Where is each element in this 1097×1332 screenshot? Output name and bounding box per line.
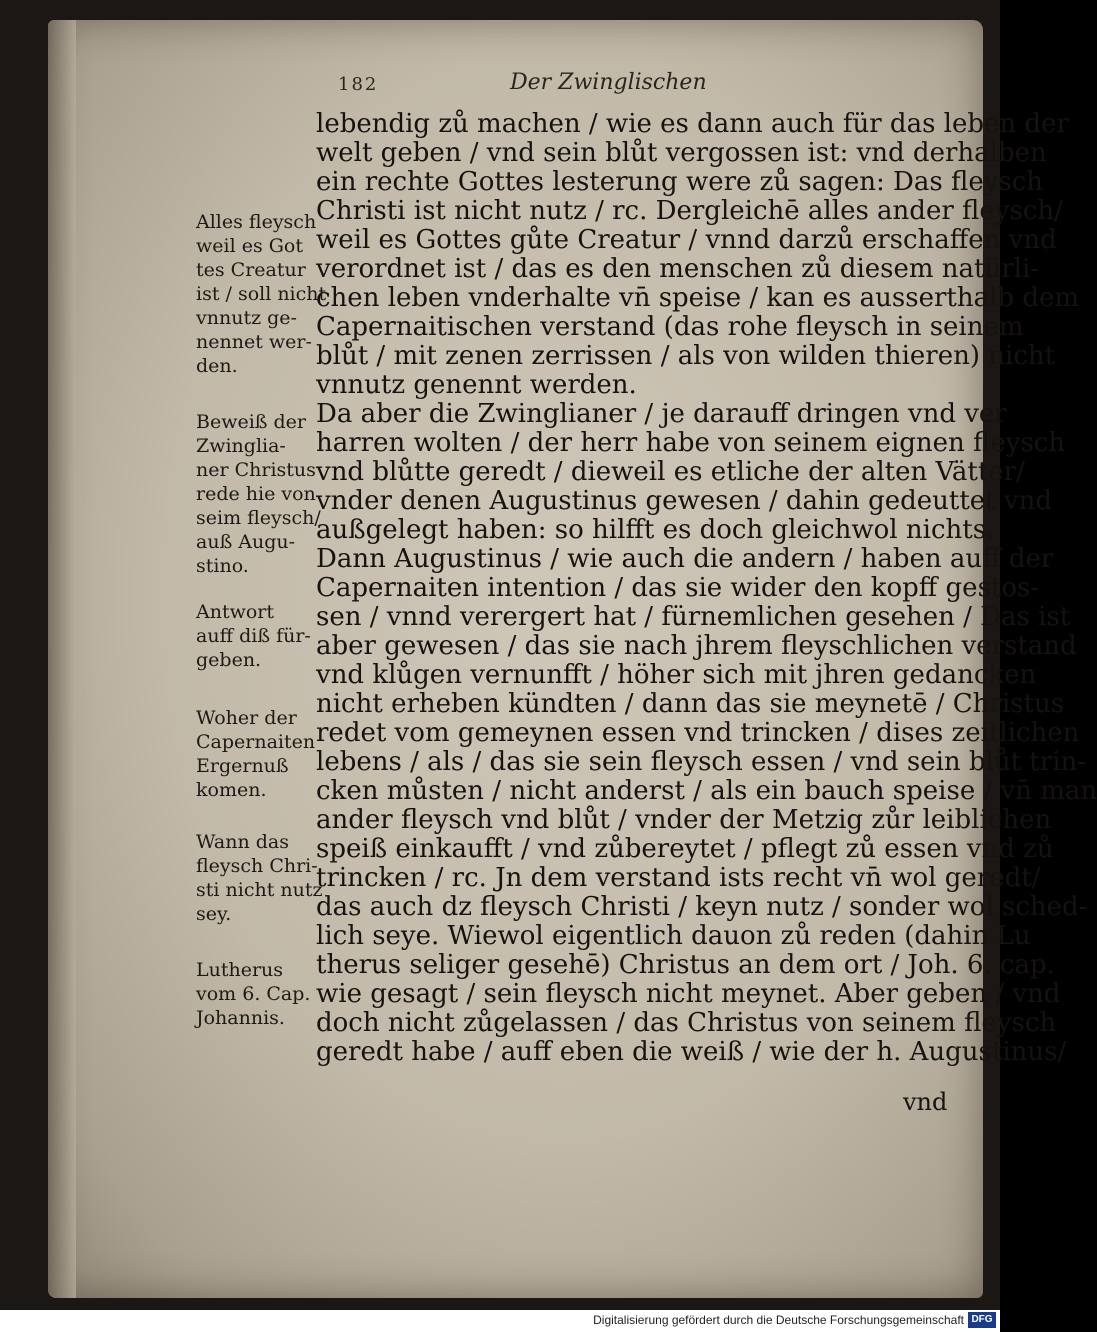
margin-note-line: Alles fleysch (196, 211, 317, 233)
margin-note-line: sti nicht nutz (196, 879, 323, 901)
margin-note-line: auß Augu- (196, 531, 296, 553)
text-line: Capernaitischen verstand (das rohe fleysch in seinem (316, 312, 1024, 342)
running-title: Der Zwinglischen (510, 70, 707, 95)
margin-note-line: den. (196, 355, 238, 377)
text-line: vnder denen Augustinus gewesen / dahin gedeuttet vnd (316, 486, 1052, 516)
margin-note (196, 830, 326, 926)
margin-note-line: vnnutz ge- (196, 307, 297, 329)
margin-note-line: auff diß für- (196, 625, 311, 647)
text-line: cken můsten / nicht anderst / als ein bauch speise / vn̄ man (316, 776, 1097, 806)
text-line: Da aber die Zwinglianer / je darauff dringen vnd ver (316, 399, 1007, 429)
margin-note-line: komen. (196, 779, 267, 801)
margin-note-line: Lutherus (196, 959, 284, 981)
text-line: vnd blůtte geredt / dieweil es etliche der alten Vätter/ (316, 457, 1025, 487)
text-line: sen / vnnd verergert hat / fürnemlichen gesehen / Das ist (316, 602, 1071, 632)
margin-note-line: seim fleysch/ (196, 507, 321, 529)
text-line: lebendig zů machen / wie es dann auch für das leben der (316, 109, 1069, 139)
margin-note-line: Woher der (196, 707, 297, 729)
text-line: blůt / mit zenen zerrissen / als von wilden thieren) nicht (316, 341, 1056, 371)
margin-note-line: Beweiß der (196, 411, 307, 433)
text-line: lich seye. Wiewol eigentlich dauon zů reden (dahin Lu (316, 921, 1031, 951)
margin-note-line: Ergernuß (196, 755, 289, 777)
margin-note-line: Wann das (196, 831, 289, 853)
margin-note-line: Capernaiten (196, 731, 316, 753)
text-line: speiß einkaufft / vnd zůbereytet / pflegt zů essen vnd zů (316, 834, 1054, 864)
text-line: ander fleysch vnd blůt / vnder der Metzig zůr leiblichen (316, 805, 1052, 835)
margin-note (196, 706, 326, 802)
footer-bar (0, 1310, 1000, 1332)
page-gutter-shadow (48, 20, 76, 1298)
text-line: Dann Augustinus / wie auch die andern / haben auff der (316, 544, 1054, 574)
text-line: lebens / als / das sie sein fleysch essen / vnd sein blůt trin- (316, 747, 1087, 777)
dfg-logo-icon: DFG (968, 1312, 996, 1328)
text-line: geredt habe / auff eben die weiß / wie der h. Augustinus/ (316, 1037, 1067, 1067)
text-line: vnnutz genennt werden. (316, 370, 637, 400)
margin-note (196, 600, 326, 672)
margin-note-line: geben. (196, 649, 262, 671)
text-line: außgelegt haben: so hilfft es doch gleichwol nichts. (316, 515, 995, 545)
text-line: redet vom gemeynen essen vnd trincken / dises zeitlichen (316, 718, 1080, 748)
margin-note-line: Zwinglia- (196, 435, 286, 457)
text-line: welt geben / vnd sein blůt vergossen ist: vnd derhalben (316, 138, 1047, 168)
main-text-block (316, 109, 1097, 1067)
text-line: aber gewesen / das sie nach jhrem fleyschlichen verstand (316, 631, 1077, 661)
margin-note-line: weil es Got (196, 235, 303, 257)
margin-note-line: ner Christus (196, 459, 316, 481)
text-line: doch nicht zůgelassen / das Christus von seinem fleysch (316, 1008, 1057, 1038)
text-line: chen leben vnderhalte vn̄ speise / kan es ausserthalb dem (316, 283, 1080, 313)
page-number: 182 (338, 74, 379, 95)
page-header (0, 70, 1000, 104)
text-line: therus seliger gesehē) Christus an dem ort / Joh. 6. cap. (316, 950, 1055, 980)
text-line: nicht erheben kündten / dann das sie meynetē / Christus (316, 689, 1065, 719)
margin-note-line: Antwort (196, 601, 275, 623)
text-line: weil es Gottes gůte Creatur / vnnd darzů erschaffen vnd (316, 225, 1057, 255)
margin-note-line: nennet wer- (196, 331, 312, 353)
text-line: ein rechte Gottes lesterung were zů sagen: Das fleysch (316, 167, 1044, 197)
text-line: trincken / rc. Jn dem verstand ists recht vn̄ wol geredt/ (316, 863, 1041, 893)
margin-note (196, 958, 326, 1030)
text-line: vnd klůgen vernunfft / höher sich mit jhren gedancken (316, 660, 1037, 690)
text-line: verordnet ist / das es den menschen zů diesem natürli- (316, 254, 1040, 284)
margin-note-line: vom 6. Cap. (196, 983, 311, 1005)
margin-note (196, 210, 326, 378)
margin-note-line: rede hie von (196, 483, 316, 505)
catchword: vnd (903, 1088, 948, 1116)
margin-note-line: ist / soll nicht (196, 283, 327, 305)
margin-note-line: stino. (196, 555, 249, 577)
margin-note-line: fleysch Chri- (196, 855, 318, 877)
margin-note-line: sey. (196, 903, 232, 925)
margin-note-line: Johannis. (196, 1007, 285, 1029)
text-line: Christi ist nicht nutz / rc. Dergleichē alles ander fleysch/ (316, 196, 1063, 226)
text-line: wie gesagt / sein fleysch nicht meynet. Aber geben / vnd (316, 979, 1061, 1009)
footer-credit: Digitalisierung gefördert durch die Deutsche Forschungsgemeinschaft (593, 1313, 964, 1327)
text-line: das auch dz fleysch Christi / keyn nutz / sonder wol sched- (316, 892, 1088, 922)
text-line: harren wolten / der herr habe von seinem eignen fleysch (316, 428, 1066, 458)
text-line: Capernaiten intention / das sie wider den kopff gestos- (316, 573, 1040, 603)
margin-note (196, 410, 326, 578)
margin-note-line: tes Creatur (196, 259, 306, 281)
